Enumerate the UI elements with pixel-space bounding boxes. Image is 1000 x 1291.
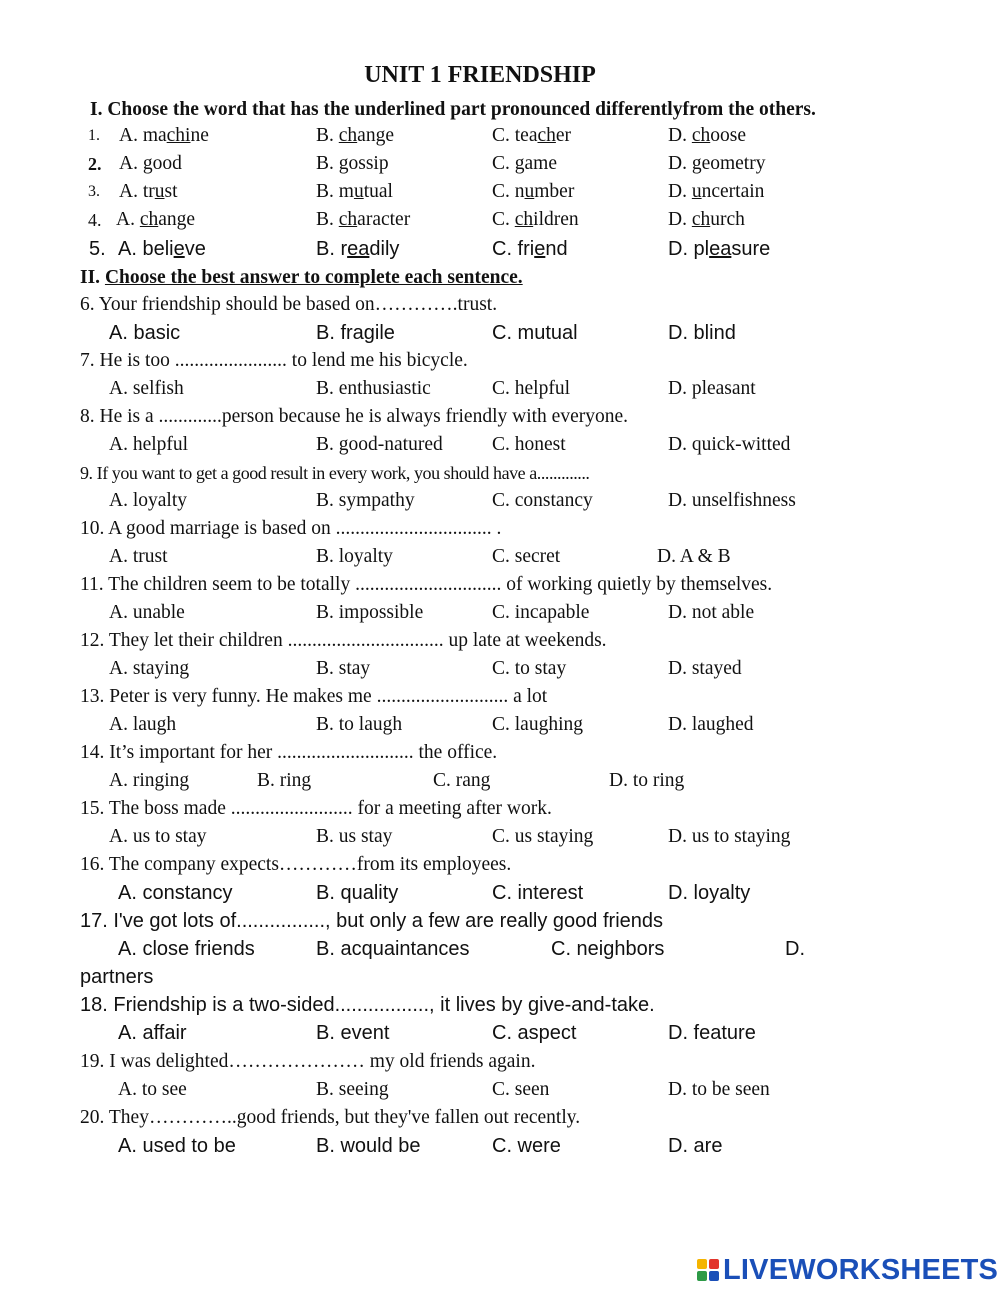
pron-row-2 (0, 153, 1000, 181)
option-d: D. unselfishness (668, 490, 796, 511)
page-title: UNIT 1 FRIENDSHIP (364, 62, 596, 88)
option-c: C. friend (492, 238, 568, 260)
option-b: B. sympathy (316, 490, 415, 511)
options-10 (0, 546, 1000, 574)
option-d: D. pleasure (668, 238, 771, 260)
question-10: 10. A good marriage is based on ................................ . (80, 518, 502, 539)
options-8 (0, 434, 1000, 462)
option-c: C. neighbors (551, 938, 665, 960)
option-d: D. (785, 938, 805, 960)
options-16 (0, 882, 1000, 910)
option-c: C. to stay (492, 658, 567, 679)
option-c: C. game (492, 153, 557, 174)
question-19: 19. I was delighted………………… my old friends again. (80, 1051, 536, 1072)
option-c: C. mutual (492, 322, 578, 344)
section-1-heading: I. Choose the word that has the underlined part pronounced differentlyfrom the others. (90, 99, 816, 120)
option-b: B. impossible (316, 602, 424, 623)
options-6 (0, 322, 1000, 350)
options-13 (0, 714, 1000, 742)
option-c: C. incapable (492, 602, 590, 623)
option-b: B. enthusiastic (316, 378, 431, 399)
option-d: D. are (668, 1135, 723, 1157)
question-16: 16. The company expects…………from its employees. (80, 854, 512, 875)
option-b: B. readily (316, 238, 400, 260)
pron-num: 1. (88, 127, 100, 144)
option-b: B. gossip (316, 153, 389, 174)
option-c: C. helpful (492, 378, 570, 399)
question-7: 7. He is too ....................... to lend me his bicycle. (80, 350, 468, 371)
option-d: D. blind (668, 322, 736, 344)
pron-row-4 (0, 209, 1000, 237)
options-15 (0, 826, 1000, 854)
option-b: B. quality (316, 882, 399, 904)
question-20: 20. They…………..good friends, but they've fallen out recently. (80, 1107, 581, 1128)
option-b: B. event (316, 1022, 390, 1044)
options-17 (0, 938, 1000, 966)
options-11 (0, 602, 1000, 630)
option-b: B. would be (316, 1135, 421, 1157)
question-14: 14. It’s important for her ............................ the office. (80, 742, 498, 763)
option-a: A. close friends (118, 938, 255, 960)
option-a: A. to see (118, 1079, 187, 1100)
option-b: B. to laugh (316, 714, 403, 735)
option-c: C. us staying (492, 826, 594, 847)
option-a: A. affair (118, 1022, 187, 1044)
option-d-wrapped-text: partners (80, 966, 154, 988)
option-b: B. good-natured (316, 434, 443, 455)
option-a: A. trust (109, 546, 168, 567)
option-a: A. basic (109, 322, 181, 344)
options-7 (0, 378, 1000, 406)
question-12: 12. They let their children ................................ up late at weekends. (80, 630, 607, 651)
option-d: D. quick-witted (668, 434, 791, 455)
option-a: A. ringing (109, 770, 190, 791)
option-d: D. pleasant (668, 378, 756, 399)
option-b: B. fragile (316, 322, 395, 344)
pron-num: 2. (88, 154, 102, 174)
option-c: C. aspect (492, 1022, 577, 1044)
option-c: C. laughing (492, 714, 583, 735)
option-a: A. us to stay (109, 826, 207, 847)
option-d: D. laughed (668, 714, 754, 735)
question-8: 8. He is a .............person because he is always friendly with everyone. (80, 406, 629, 427)
option-c: C. secret (492, 546, 561, 567)
question-11: 11. The children seem to be totally .............................. of working quietly by themselves. (80, 574, 773, 595)
question-13: 13. Peter is very funny. He makes me ........................... a lot (80, 686, 548, 707)
options-9 (0, 490, 1000, 518)
option-d: D. geometry (668, 153, 766, 174)
liveworksheets-logo[interactable] (697, 1255, 998, 1285)
option-a: A. good (119, 153, 182, 174)
options-20 (0, 1135, 1000, 1163)
pron-row-1 (0, 125, 1000, 153)
option-a: A. staying (109, 658, 190, 679)
options-18 (0, 1022, 1000, 1050)
option-b: B. ring (257, 770, 312, 791)
option-c: C. were (492, 1135, 561, 1157)
option-c: C. seen (492, 1079, 550, 1100)
liveworksheets-logo-icon (697, 1259, 719, 1281)
pron-row-5 (0, 238, 1000, 266)
option-d: D. loyalty (668, 882, 751, 904)
option-a: A. laugh (109, 714, 177, 735)
option-a: A. loyalty (109, 490, 187, 511)
option-d: D. A & B (657, 546, 731, 567)
option-b: B. stay (316, 658, 371, 679)
option-d: D. to be seen (668, 1079, 770, 1100)
option-c: C. children (492, 209, 579, 230)
option-a: A. unable (109, 602, 185, 623)
option-a: A. selfish (109, 378, 184, 399)
question-15: 15. The boss made ......................... for a meeting after work. (80, 798, 552, 819)
option-d: D. choose (668, 125, 746, 146)
logo-text: LIVEWORKSHEETS (723, 1253, 999, 1286)
option-a: A. believe (118, 238, 206, 260)
option-b: B. change (316, 125, 394, 146)
question-17: 17. I've got lots of................, but only a few are really good friends (80, 910, 664, 932)
question-9: 9. If you want to get a good result in every work, you should have a............. (80, 463, 590, 483)
option-d: D. church (668, 209, 745, 230)
option-b: B. seeing (316, 1079, 389, 1100)
option-b: B. character (316, 209, 411, 230)
option-d: D. stayed (668, 658, 742, 679)
options-14 (0, 770, 1000, 798)
option-b: B. loyalty (316, 546, 393, 567)
option-a: A. change (116, 209, 196, 230)
option-c: C. constancy (492, 490, 593, 511)
option-c: C. number (492, 181, 575, 202)
pron-num: 3. (88, 183, 100, 200)
option-d: D. feature (668, 1022, 756, 1044)
pron-row-3 (0, 181, 1000, 209)
option-c: C. teacher (492, 125, 572, 146)
question-18: 18. Friendship is a two-sided................., it lives by give-and-take. (80, 994, 655, 1016)
question-6: 6. Your friendship should be based on………….trust. (80, 294, 498, 315)
options-19 (0, 1079, 1000, 1107)
options-12 (0, 658, 1000, 686)
option-b: B. acquaintances (316, 938, 470, 960)
option-a: A. used to be (118, 1135, 236, 1157)
option-d: D. to ring (609, 770, 685, 791)
option-d: D. us to staying (668, 826, 791, 847)
pron-num: 4. (88, 210, 102, 230)
option-b: B. us stay (316, 826, 393, 847)
pron-num: 5. (89, 238, 106, 260)
option-c: C. honest (492, 434, 566, 455)
option-a: A. constancy (118, 882, 233, 904)
option-a: A. machine (119, 125, 209, 146)
option-d: D. not able (668, 602, 755, 623)
option-a: A. helpful (109, 434, 189, 455)
option-d: D. uncertain (668, 181, 765, 202)
option-b: B. mutual (316, 181, 393, 202)
option-a: A. trust (119, 181, 178, 202)
section-2-heading: II. Choose the best answer to complete each sentence. (80, 267, 523, 288)
option-c: C. interest (492, 882, 584, 904)
option-c: C. rang (433, 770, 491, 791)
